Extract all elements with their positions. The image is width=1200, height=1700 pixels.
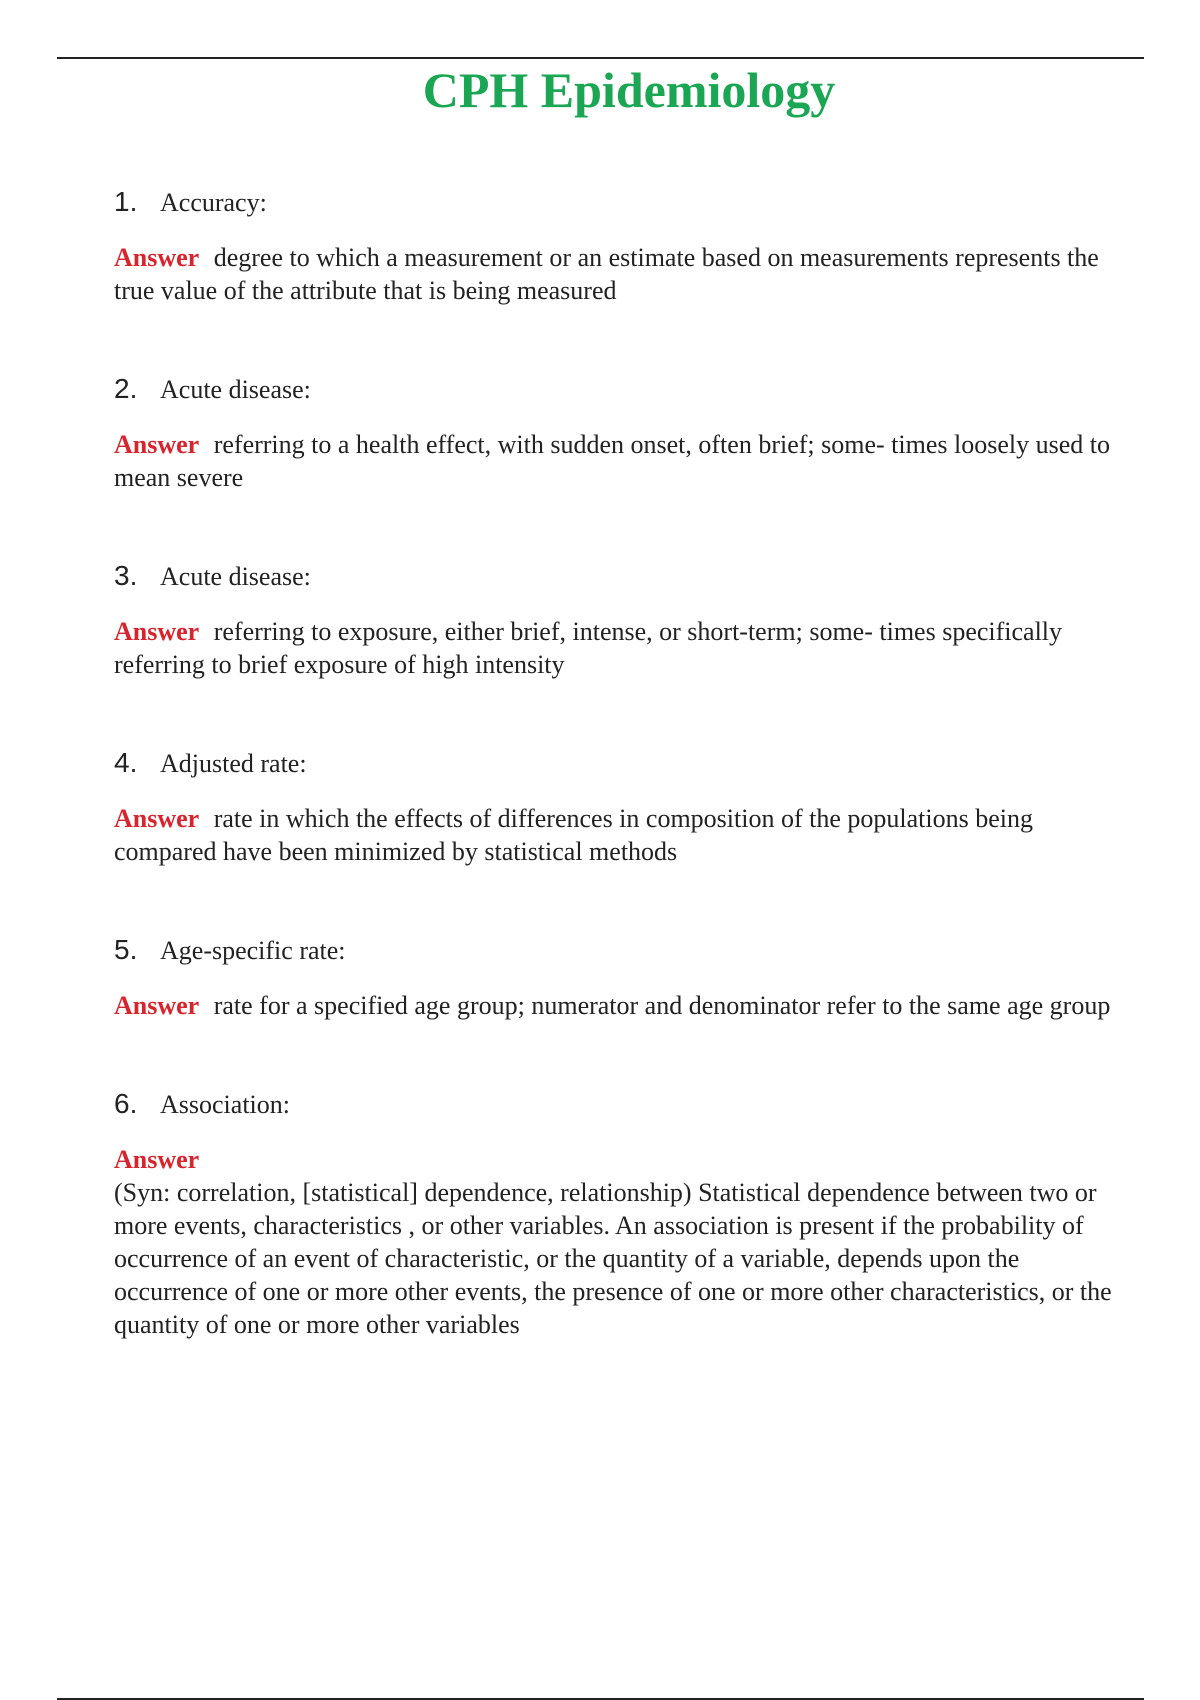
question-number: 3. [114,560,138,591]
answer-text: degree to which a measurement or an estimate based on measurements represents the true value of the attribute that is being measured [114,243,1099,305]
answer-text: rate for a specified age group; numerator and denominator refer to the same age group [213,991,1111,1020]
qa-item [114,369,1134,494]
answer-text: referring to exposure, either brief, intense, or short-term; some- times specifically referring to brief exposure of high intensity [114,617,1063,679]
page-title: CPH Epidemiology [422,62,836,118]
answer [114,428,1134,494]
question-text: Adjusted rate: [160,749,307,778]
question-number: 2. [114,373,138,404]
answer [114,241,1134,307]
answer [114,989,1134,1022]
answer-text: (Syn: correlation, [statistical] dependence, relationship) Statistical dependence between two or more events, characteristics , or other variables. An association is present if the probability of occurrence of an event of characteristic, or the quantity of a variable, depends upon the occurrence of one or more other events, the presence of one or more other characteristics, or the quantity of one or more other variables [114,1178,1112,1339]
question-text: Age-specific rate: [160,936,346,965]
question-text: Accuracy: [160,188,267,217]
answer-label: Answer [114,1145,200,1174]
answer [114,615,1134,681]
question-text: Association: [160,1090,290,1119]
question-number: 5. [114,934,138,965]
question-number: 4. [114,747,138,778]
qa-item [114,1084,1134,1341]
question [114,369,1134,410]
answer-text: referring to a health effect, with sudden onset, often brief; some- times loosely used to mean severe [114,430,1110,492]
answer-label: Answer [114,243,200,272]
question [114,743,1134,784]
qa-item [114,930,1134,1022]
qa-item [114,556,1134,681]
answer-label: Answer [114,617,200,646]
answer-label: Answer [114,430,200,459]
answer-label: Answer [114,991,200,1020]
qa-list [114,182,1134,1341]
question-text: Acute disease: [160,562,311,591]
answer-text: rate in which the effects of differences in composition of the populations being compared have been minimized by statistical methods [114,804,1033,866]
question-text: Acute disease: [160,375,311,404]
answer [114,1143,1134,1341]
question-number: 1. [114,186,138,217]
question [114,1084,1134,1125]
answer [114,802,1134,868]
answer-label: Answer [114,804,200,833]
qa-item [114,743,1134,868]
question [114,930,1134,971]
question-number: 6. [114,1088,138,1119]
question [114,182,1134,223]
qa-item [114,182,1134,307]
question [114,556,1134,597]
